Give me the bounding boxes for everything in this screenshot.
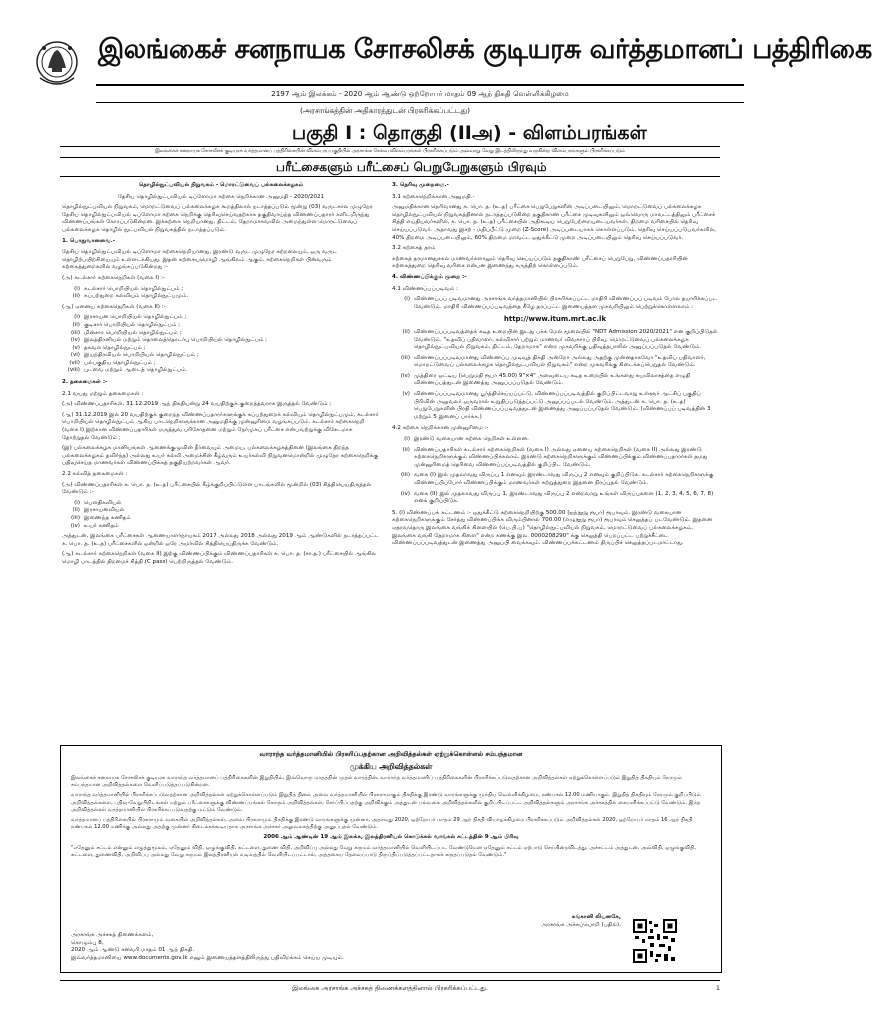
website-link[interactable]: http://www.itum.mrt.ac.lk <box>503 315 607 324</box>
section-heading: பரீட்சைகளும் பரீட்சைப் பெறுபேறுகளும் பிரவும் <box>276 160 547 174</box>
act-heading: 2006 ஆம் ஆண்டின் 19 ஆம் இலக்க, இலத்திரனியல் கொடுக்கல் வாங்கல் சட்டத்தின் 9 ஆம் பிரிவு <box>263 834 519 841</box>
notice-body <box>71 775 711 862</box>
advertisement-note: இலங்கைச் சனநாயக சோசலிசக் குடியரசு வர்த்தமானப் பத்திரிகையின் விளம்பரப்பகுதியில் அரசாங்க சேவை விளம்பரங்கள் பிரசுரிக்கப்படும் அவ்வாறு வேறு இடத்திலிருந்து வருகின்ற விளம்பரங்களும் பிரசுரிக்கப்படும் <box>60 146 720 158</box>
signatory-role: அரசாங்க அச்சுப்பொறி (பதில்). <box>540 921 621 928</box>
list-item: (i) கடல்சார் பொறியியல் தொழில்நுட்பம் ; <box>74 285 184 292</box>
institute-heading: தொழில்நுட்பவியல் நிறுவகம் - மொரட்டுவைப் பல்கலைக்கழகம் <box>138 182 304 188</box>
list-item: (ii) கப்பற்துறை கல்வியும் தொழில்நுட்பமும். <box>72 293 189 300</box>
section-3-1-heading: 3.1 கற்கைநெறிக்கான அனுமதி.- <box>392 193 475 200</box>
section-3-2-heading: 3.2 கற்கைத் தரம் <box>392 245 436 252</box>
list-item: (viii) புடவை மற்றும் ஆடைத் தொழில்நுட்பம். <box>67 367 188 374</box>
address-line: கொழும்பு 8, <box>71 939 104 946</box>
notice-title: வாராந்த வர்த்தமானியில் பிரசுரிப்பதற்கான அறிவித்தல்கள் ஏற்றுக்கொள்ளல் சம்பந்தமான <box>259 750 523 758</box>
page-number: 1 <box>715 984 720 992</box>
notice-subtitle: முக்கிய அறிவித்தல்கள் <box>349 762 433 771</box>
section-2-1-c: (இ) பல்கலைக்கழக மானியங்கள் ஆணைக்குழுவின் தீர்வையும் அமைய, பல்கலைக்கழகத்தினை (இலங்கை திறந்த பல்கலைக்கழகம் தவிர்ந்த) அல்லது உயர் கல்வி அமைச்சின் கீழ்வரும் உயர்கல்வி நிறுவனமொன்றில் முழுநேர கற்கைநெறிக்கு பதிவுசெய்த மாணவர்கள் விண்ணப்பிக்கத் தகுதியற்றவர்கள் ஆவர். <box>62 445 379 467</box>
section-5-text: 5. (i) விண்ணப்பக் கட்டணம் :- ஒதுக்கீட்டு கற்கைநெறியிற்கு 500.00 (ஐந்நூறு ரூபா) ரூபாவும், இரண்டு வகையான கற்கைநெறிகளுக்கும் சேர்த்து விண்ணப்பிக்க விரும்பினால் 700.00 (எழுநூறு ரூபா) ரூபாவும் செலுத்தப் படவேண்டும். இதனை ஏதாவதொரு இலங்கை வங்கிக் கிளையில் (பெ.பி.ப) "தொழில்நுட்பவியல் நிறுவகம், மொறட்டுவைப் பல்கலைக்கழகம், இலங்கை வங்கி தேறாமாக கிளை" என்ற கணக்கு இல. 0000208290" க்கு செலுத்தி பெறப்பட்ட பற்றுச்சீட்டை விண்ணப்பப்படிவத்துடன் இணைத்து அனுப்பி வைக்கவும். விண்ணப்பக்கட்டணம் திருப்பிச் செலுத்தப்படமாட்டாது. <box>392 509 713 547</box>
list-item: (ii) குடிசார் பொறியியல் தொழில்நுட்பம் ; <box>72 321 181 328</box>
qr-code-icon <box>633 919 677 963</box>
important-notice-box <box>60 745 722 973</box>
right-column <box>392 182 718 551</box>
list-item: (iv) உயர் கணிதம் <box>70 522 119 529</box>
page-footer <box>60 980 720 995</box>
section-3-2-text: கற்கைத் தரமானதுசகல மாணவர்களாலும் தெரிவு செய்யப்படும் தகுதிகாண் பரீட்சைப் பெறுபேறு, விண்ணப்பதாரியின் கற்கைத்துறை தெரிவு வரிசை என்பன இணைந்து கருத்திற் கொள்ளப்படும். <box>392 255 688 270</box>
section-2-2-b: (ஆ) கடல்சார் கற்கைநெறிகள் (வகை II) இற்கு விண்ணப்பிக்கும் விண்ணப்பதாரிகள் க. பொ. த. (சா.த.) பரீட்சையில் ஆங்கில மொழி பாடத்தில் திறமைச் சித்தி (C pass) பெற்றிருத்தல் வேண்டும். <box>62 551 376 565</box>
section-2-2-text: அத்துடன், இலங்கை பரீட்சைகள் ஆணையாளர்நாயகம் 2017 அல்லது 2018 அல்லது 2019 ஆம் ஆண்டுகளில் நடாத்தப்பட்ட க. பொ. த. (உ.த) பரீட்சைகளில் ஒன்றில் ஒரே அமர்வில் சித்தியெய்திருக்க வேண்டும். <box>62 533 379 547</box>
section-2-2-a: (அ) விண்ணப்பதாரிகள் க. பொ. த. (உ.த) பரீட்சையில் கீழ்க்குறிப்பிட்டுள்ள பாடங்களில் மூன்றில் (03) சித்தியெய்திருத்தல் வேண்டும் :- <box>62 481 372 496</box>
list-item: (iii) இணைந்த கணிதம் <box>70 514 131 521</box>
section-1-text: தேசிய தொழில்நுட்பவியல் டிப்ளோமா கற்கைநெறியானது, இரண்டு வருட முழுநேர கற்றலையும், ஒரு வருட தொழிற்பயிற்சியையும் உள்ளடக்கியது. இதன் கற்கையமொழி ஆங்கிலம் ஆகும். கற்கைநெறிகள் பின்வரும் கற்கைத்துறைகளில் வழங்கப்படுகின்றது :- <box>62 249 338 271</box>
address-line: 2020 ஆம் ஆண்டு சனவரி மாதம் 01 ஆந் திகதி. <box>71 947 195 954</box>
notice-paragraph: வாராந்த வர்த்தமானியில் பிரசுரிக்கப்படுவதற்கான அறிவித்தல்கள் ஏற்றுக்கொள்ளப்படும் இறுதித் தினம் அவை வர்த்தமானியில் பிரசுராமாகும் திகதிக்கு இரண்டு வாரங்களுக்கு முந்திய வெள்ளிக்கிழமை, நண்பகல் 12.00 மணியாகும். இறுதித் திகதியும் நேரமும் குறிப்பிடும் அறிவித்தல்களை, பதிவு-வேறுபிறிடங்கள் மற்றும் பரீட்சைகளுக்கு விண்ணப்பங்கள் கோரும் அறிவித்தல்கள், சேர்ப்பிப்பதற்கு அறிவிக்கும் அத்துடன் பல்வகை அறிவித்தல்களில் குறிப்பிடப்பட்ட அறிவித்தல்களும் அரசாங்க அச்சகத்தில் கையளிக்கப்பட்டு வேண்டும். இந்த அறிவித்தல்கள் வர்த்தமானியில் பிரசுரிக்கப்படுவதற்கு மட்டும் வேண்டும். <box>71 792 701 813</box>
list-item: (ii) விண்ணப்பப்படிவத்தைக் கடித உறையின் இடது பக்க மேல் மூலையில் "NDT Admission 2020/2021" என குறிப்பிடுதல் வேண்டும். "உதவிப் பதிவாளர், கல்விசார் பற்றும் மாணவர் விவகாரப் பிரிவு, மொறட்டுவைப் பல்கலைக்கழக தொழில்நுட்பவியல் நிறுவகம், திட்டம், தேறாமாக" என்ற முகவரிக்கு பதிவுத்தபாலில் அனுப்பப்படுதல் வேண்டும். <box>402 328 718 351</box>
list-item: (v) விண்ணப்பப்படிவமானது பூர்த்திசெய்யப்பட்டு, விண்ணப்பப்படிவத்தில் குறிப்பிட்டவாறு உள்ளூர் ஆட்சிப் பகுதிப் பிரிவின் அலுவலர் ஒருவரால் உறுதிப்படுத்தப்பட்டு அனுப்பப்படல் வேண்டும். அத்துடன் க. பொ. த. (உ.த) பெறுபேறுகளின் பிரதி விண்ணப்பப்படிவத்துடன் இணைத்து அனுப்பப்படுதல் வேண்டும். (விண்ணப்பப் படிவத்தின் 3 மற்றும் 5 இனைப் பார்க்க.) <box>402 391 711 420</box>
section-2-2-heading: 2.2 கல்வித் தகைமைகள் : <box>62 471 128 477</box>
issue-line: 2197 ஆம் இலக்கம் - 2020 ஆம் ஆண்டு ஒற்றோபர் மாதம் 09 ஆந் திகதி வெள்ளிக்கிழமை <box>96 84 744 103</box>
list-item: (iv) முத்திரை ஒட்டிய (பெறுமதி ரூபா 45.00) 9"×4" அளவுடைய கடித உறையில் உங்களது சுயவிலாசத்தை எழுதி விண்ணப்பத்துடன் இணைத்து அனுப்பப்படுதல் வேண்டும். <box>400 372 691 387</box>
list-item: (ii) இரசாயனவியல் <box>72 507 125 514</box>
list-item: (iii) மின்சார பொறியியல் தொழில்நுட்பம் ; <box>70 329 182 336</box>
group-a-list <box>62 286 380 301</box>
section-2-1-b: (ஆ) 31.12.2019 இல் 20 வயதிற்குக் குறைந்த விண்ணப்பதாரர்களுக்குக் கப்பற்துறைக் கல்வியும் தொழில்நுட்பமும், கடல்சார் பொறியியல் தொழில்நுட்பம் ஆகிய பாடநெறிகளுக்கான அனுமதிக்கு முன்னுரிமை வழங்கப்படும். கடல்சார் கற்கைநெறி (வகை I) இற்கான விண்ணப்பதாரிகள் மருத்துவ பரிசோதனை மற்றும் நேர்முகப் பரீட்சை என்பவற்றுக்கு விசேடமாக தோற்றுதல் வேண்டும் ; <box>62 411 379 441</box>
national-emblem-icon <box>34 38 80 90</box>
address-block <box>71 932 401 962</box>
notice-paragraph: வர்த்தமானப் பத்திரிகையில் பிரசுராமும் வகையில் அறிவித்தல்கள், அவை பிரசுராமும் திகதிக்கு இரண்டு வாரங்களுக்கு முன்னர், அதாவது 2020, ஒற்றோபர் மாதம் 29 ஆந் திகதி வியாழக்கிழமை பிரசுரிக்கப்படும் அறிவித்தல்கள் 2020, ஒற்றோபர் மாதம் 16 ஆந் திகதி நண்பகல் 12.00 மணிக்கு அல்லது அதற்கு முன்னர் கிடைக்கக்கூடியதாக அரசாங்க அச்சகர் அலுவலகத்திற்கு அனுப்புதல் வேண்டும். <box>71 817 693 831</box>
diploma-subheading: தேசிய தொழில்நுட்பவியல் டிப்ளோமா கற்கை நெறிக்கான அனுமதி - 2020/2021 <box>117 193 325 200</box>
authority-line: (அரசாங்கத்தின் அதிகாரத்துடன் பிரசுரிக்கப்பட்டது) <box>300 106 470 115</box>
part-heading: பகுதி I : தொகுதி (IIஅ) - விளம்பரங்கள் <box>292 122 647 144</box>
list-item: (iii) விண்ணப்பப்படிவமானது விண்ணப்ப முடிவுத் திகதி அன்றோ அல்லது அதற்கு முன்னதாகவோ "உதவிப் பதிவாளர், மொறட்டுவைப் பல்கலைக்கழக தொழில்நுட்பவியல் நிறுவகம்" என்ற முகவரிக்கு கிடைக்கப்பெறுதல் வேண்டும். <box>400 354 706 369</box>
group-b-heading: (ஆ) ஏனைய கற்கைநெறிகள் (வகை II) :- <box>62 303 166 310</box>
section-2-1-heading: 2.1 வயது மற்றும் தகைமைகள் : <box>62 390 144 397</box>
list-item: (v) தகவல் தொழில்நுட்பம் ; <box>72 344 146 351</box>
list-item: (iii) வகை (I) இல் முதலாவது விருப்பு 1 எனவும் இரண்டாவது விருப்பு 2 எனவும் குறிப்பிடுக. கடல்சார் கற்கைநெறிகளுக்கு விண்ணப்பிப்போர் விண்ணப்பிக்கும் மாணவர்கள் கற்றுத்துறை இதனை நிரப்புதல் வேண்டும். <box>400 472 714 486</box>
signatory-name: கங்கானி லியனகே, <box>571 914 621 920</box>
list-item: (ii) விண்ணப்பதாரிகள் கடல்சார் கற்கைநெறிகள் (வகை I) அல்லது ஏனைய கற்கைநெறிகள் (வகை II) அல்லது இரண்டு கற்கைநெறிகளுக்கும் விண்ணப்பிக்கலாம். இரண்டு கற்கைநெறிகளுக்கும் விண்ணப்பிக்கும் விண்ணப்பதாரர்கள் தமது முன்னுரிமைத் தெரிவை விண்ணப்பப்படிவத்தில் குறிப்பிட வேண்டும். <box>402 446 708 468</box>
section-4-2-heading: 4.2 கற்கை நெறிக்கான முன்னுரிமை :- <box>392 425 489 432</box>
divider <box>60 176 720 177</box>
section-4-heading: 4. விண்ணப்பிக்கும் முறை :- <box>392 273 467 280</box>
list-item: (vii) பல்பகுதிய தொழில்நுட்பம் ; <box>69 359 156 366</box>
list-item: (i) இரசாயன பொறியியல் தொழில்நுட்பம் ; <box>74 314 187 321</box>
list-item: (vi) இயந்திரவியல் பொறியியல் தொழில்நுட்பம் ; <box>70 352 199 359</box>
list-item: (i) இரண்டு வகையான கற்கை நெறிகள் உள்ளன. <box>404 436 529 443</box>
section-1-heading: 1. பொதுவானவை.- <box>62 237 116 244</box>
section-3-heading: 3. தெரிவு முறைமை.- <box>392 182 449 188</box>
intro-paragraph: தொழில்நுட்பவியல் நிறுவகம், மொறட்டுவைப் பல்கலைக்கழக கூறத்திலால் நடாத்தப்படும் மூன்று (03) வருடகால முழுநேர தேசிய தொழில்நுட்பவியல் டிப்ளோமா கற்கை நெறிக்கு தெரிவுசெய்வதற்காக தகுதிவாய்ந்த விண்ணப்பதாரர் களிடமிருந்து விண்ணப்பங்கள் கோரப்படுகின்றன. இக்கற்கை நெறியானது, திட்டம், தேறாமாகவவில் அமைந்துள்ள மொரட்டுவைப் பல்கலைக்கழக தொழில் நுட்பவியல் நிறுவகத்தில் நடாத்தப்படும். <box>62 204 373 233</box>
notice-paragraph: இலங்கைச் சனநாயக சோசலிசக் குடியரசு வாராந்த வர்த்தமானப் பத்திரிகைகளின் இறுதியில், இவ்வொரு மாதத்தின் முதல் வாரத்தின், வாராந்த வர்த்தமானிப் பத்திரிகைகளின் பிரசுரிக்கப்படுவதற்கான அறிவித்தல்கள் ஏற்றுக்கொள்ளப்படும் இறுதித் திகதியும் நேரமும் சம்பந்தமான அறிவித்தல்களை வெளிப்படுத்தப்படுகின்றன. <box>71 775 683 789</box>
list-item: (iv) வகை (II) இல் முதலாவது விருப்பு 1, இரண்டாவது விருப்பு 2 என்றவாறு உங்கள் விருப்புகளை (1, 2, 3, 4, 5, 6, 7, 8) எனக் குறிப்பிடுக. <box>400 490 714 505</box>
section-3-1-text: அனுமதிக்கான தெரிவானது க. பொ. த. (உ.த) பரீட்சை பெறுபேறுகளின் அடிப்படையிலும், மொறட்டுவைப் பல்கலைக்கழக தொழில்நுட்பவியல் நிறுவகத்தினால் நடாத்தப்படுகின்ற தகுதிகாண் பரீட்சை முடிவுகளிலும் ஒவ்வொரு மாவட்டத்திலும் பரீட்சைச் சித்தி எய்தியவர்களில், க. பொ. த. (உ.த) பரீட்சையில் அதிகூடிய பெறுபேற்றையுடையவர்கள், திறமை வரிசையில் தெரிவு செய்யப்படுவர். அதாவது இசற் - மதிப்பீட்டு முறை (Z-Score) அடிப்படையாகக் கொள்ளப்படும். தெரிவு செய்யப்படுபவர்களில், 40% திறமை அடிப்படையிலும், 60% திறமை மாவட்ட ஒதுக்கீட்டு முறை அடிப்படையிலும் தெரிவு செய்யப்படுவர். <box>392 204 717 241</box>
section-4-1-heading: 4.1 விண்ணப்பப்படிவம் : <box>392 285 458 292</box>
left-column <box>62 182 380 570</box>
list-item: (i) விண்ணப்பப் படிவமானது அரசாங்க வர்த்தமானியில் பிரசுரிக்கப்பட்ட மாதிரி விண்ணப்பப் படிவம் போல தயாரிக்கப்பட வேண்டும். மாதிரி விண்ணப்பப்படிவத்தை கீழே தரப்பட்ட இணையத்தள முகவரியிலும் பெற்றுக்கொள்ளலாம் : <box>404 296 718 310</box>
group-a-heading: (அ) கடல்சார் கற்கைநெறிகள் (வகை I) :- <box>62 274 165 281</box>
printer-credit: இலங்கை அரசாங்க அச்சகத் திணைக்களத்தினால் பிரசுரிக்கப்பட்டது. <box>292 984 488 992</box>
gazette-title: இலங்கைச் சனநாயக சோசலிசக் குடியரசு வர்த்தமானப் பத்திரிகை <box>98 34 872 65</box>
section-2-heading: 2. தகைமைகள் :- <box>62 379 108 386</box>
group-b-list <box>62 314 380 375</box>
act-quote: "எதேனும் சட்டம் என்னும் எழுத்துமூலம், ஏதேனும் விதி, ஒழுங்குவிதி, கட்டளை, துணை விதி, அறிவிப்பு அல்லது வேறு கருமம் வர்த்தமானியில் வெளியிடப்பட வேண்டுமென ஏதேனும் சட்டம் ஏற்பாடு செய்கின்றவிடத்து, அச்சட்டம் அத்துடன், அவ்விதி, ஒழுங்குவிதி, கட்டளை, துணைவிதி, அறிவிப்பு அல்லது வேறு கருமம் இலத்திரனியல் வடிவத்தில் வெளியிடப்பட்டால், அத்தகைய தேவைப்பாடு திருப்திப்படுத்தப்பட்டதாகக் கருதப்படுதல் வேண்டும்." <box>71 844 697 858</box>
address-line: இவ்வர்த்தமானியை www.documents.gov.lk எனும் இணையத்தளத்திலிருந்து பதிவிறக்கம் செய்ய முடியும். <box>71 954 344 961</box>
section-2-1-a: (அ) விண்ணப்பதாரிகள், 31.12.2019 ஆந் திகதியன்று 24 வயதிற்குக் குறைந்தவராக இருத்தல் வேண்டும் ; <box>62 401 332 408</box>
signature-block <box>471 914 621 929</box>
list-item: (iv) இலத்திரனியல் மற்றும் தொலைத்தொடர்பு பொறியியல் தொழில்நுட்பம் ; <box>70 337 268 344</box>
subjects-list <box>62 500 380 530</box>
list-item: (i) பௌதிகவியல் <box>74 499 122 506</box>
address-line: அரசாங்க அச்சகத் திணைக்களம், <box>71 932 154 938</box>
